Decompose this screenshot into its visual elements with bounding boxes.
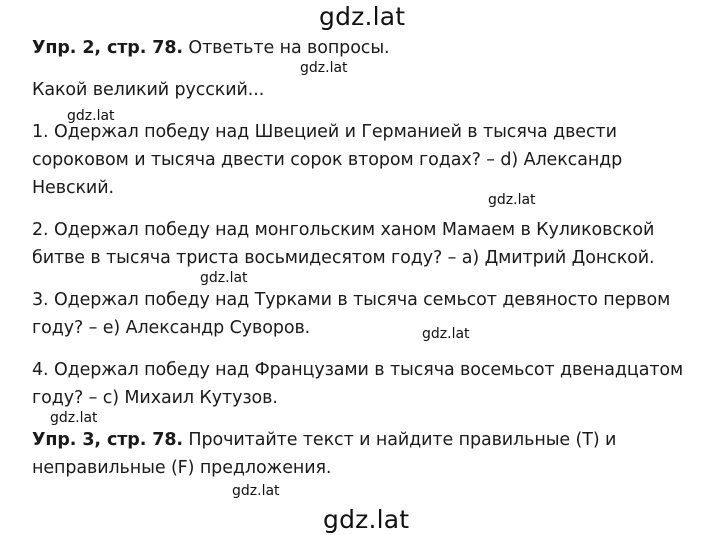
exercise-3-instruction-line: неправильные (F) предложения.: [32, 458, 332, 478]
exercise-2-heading: Упр. 2, стр. 78.: [32, 38, 183, 58]
question-3-line: 3. Одержал победу над Турками в тысяча семьсот девяносто первом: [32, 290, 671, 310]
watermark-small: gdz.lat: [232, 483, 280, 499]
watermark-small: gdz.lat: [422, 326, 470, 342]
watermark-small: gdz.lat: [200, 270, 248, 286]
exercise-2-intro: Какой великий русский...: [32, 80, 265, 100]
watermark-small: gdz.lat: [300, 60, 348, 76]
watermark-small: gdz.lat: [488, 192, 536, 208]
question-3-line: году? – e) Александр Суворов.: [32, 318, 311, 338]
exercise-3-heading: Упр. 3, стр. 78.: [32, 430, 183, 450]
watermark-top: gdz.lat: [319, 2, 406, 31]
question-4-line: 4. Одержал победу над Французами в тысяча восемьсот двенадцатом: [32, 360, 684, 380]
watermark-small: gdz.lat: [50, 410, 98, 426]
question-1-line: Невский.: [32, 178, 114, 198]
question-1-line: сороковом и тысяча двести сорок втором годах? – d) Александр: [32, 150, 623, 170]
question-1-line: 1. Одержал победу над Швецией и Германией в тысяча двести: [32, 122, 617, 142]
question-4-line: году? – c) Михаил Кутузов.: [32, 388, 278, 408]
exercise-2-title: [32, 38, 390, 58]
watermark-small: gdz.lat: [67, 108, 115, 124]
question-2-line: 2. Одержал победу над монгольским ханом Мамаем в Куликовской: [32, 220, 655, 240]
question-2-line: битве в тысяча триста восьмидесятом году? – a) Дмитрий Донской.: [32, 248, 655, 268]
exercise-3-instruction: Прочитайте текст и найдите правильные (T) и: [182, 430, 617, 450]
exercise-3-title: [32, 430, 616, 450]
exercise-2-instruction: Ответьте на вопросы.: [182, 38, 390, 58]
watermark-bottom: gdz.lat: [323, 505, 410, 534]
